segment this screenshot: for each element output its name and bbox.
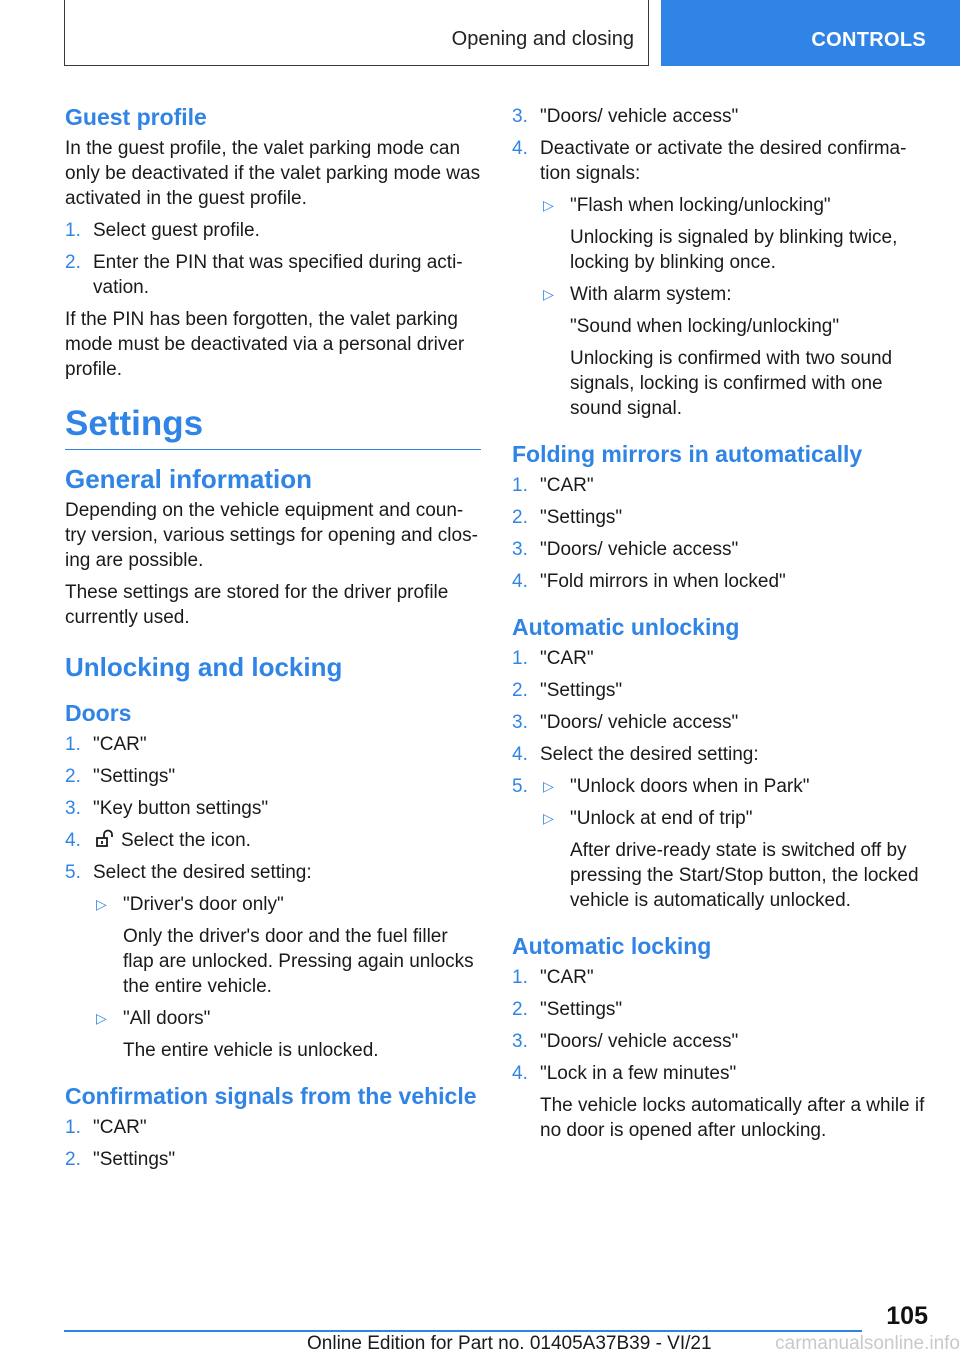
list-item: 3. "Doors/ vehicle access" [512,1031,739,1052]
list-item: 3. "Doors/ vehicle access" [512,106,739,127]
list-item: 4. Select the desired setting: [512,744,759,765]
list-item: 1. "CAR" [512,475,594,496]
general-information-p1: Depending on the vehicle equipment and coun-try version, various settings for opening and clos-ing are possible. [65,500,478,571]
page-number: 105 [886,1302,928,1330]
list-item: 3. "Doors/ vehicle access" [512,712,739,733]
bullet-triangle-icon: ▷ [543,810,554,826]
list-item: 4. "Lock in a few minutes" The vehicle locks automatically after a while if no door is opened after unlocking. [512,1063,925,1141]
list-item: 2. "Settings" [65,766,176,787]
automatic-locking-heading: Automatic locking [512,933,712,959]
bullet-item: ▷ "Driver's door only" Only the driver's door and the fuel filler flap are unlocked. Pressing again unlocks the entire vehicle. [96,894,474,997]
list-item: 1. Select guest profile. [65,220,260,241]
automatic-unlocking-steps [512,646,928,913]
confirmation-signals-heading: Confirmation signals from the vehicle [65,1083,477,1109]
doors-steps [65,732,481,1063]
bullet-triangle-icon: ▷ [543,286,554,302]
bullet-triangle-icon: ▷ [543,197,554,213]
doors-heading: Doors [65,700,132,726]
footer-divider [64,1330,862,1332]
unlock-icon [95,829,115,849]
settings-heading: Settings [65,402,481,450]
watermark: carmanualsonline.info [775,1333,960,1354]
list-item: 5. Select the desired setting: ▷ "Driver's door only" Only the driver's door and the fuel filler flap are unlocked. Pressing again unlocks the entire vehicle. ▷ "All doors" The entire vehicle is unlocked. [65,860,481,1063]
list-item: 1. "CAR" [512,648,594,669]
list-item: 1. "CAR" [65,1117,147,1138]
right-column [512,104,928,1150]
guest-profile-heading: Guest profile [65,104,207,130]
bullet-item: ▷ "Unlock doors when in Park" [543,776,810,797]
header-chapter-title: CONTROLS [811,29,926,51]
automatic-unlocking-options [540,774,928,913]
confirmation-steps-continued [512,104,928,421]
folding-mirrors-heading: Folding mirrors in automatically [512,441,863,467]
confirmation-options [540,193,928,421]
list-item: 2. "Settings" [512,999,623,1020]
automatic-locking-steps [512,965,928,1143]
left-column [65,100,481,1179]
unlocking-locking-heading: Unlocking and locking [65,652,343,682]
bullet-item: ▷ With alarm system: "Sound when locking/unlocking" Unlocking is confirmed with two sound signals, locking is confirmed with one sound signal. [543,284,893,419]
header-section-box [64,0,649,66]
automatic-unlocking-heading: Automatic unlocking [512,614,740,640]
list-item: 4. "Fold mirrors in when locked" [512,571,786,592]
confirmation-steps [65,1115,481,1172]
bullet-triangle-icon: ▷ [96,1010,107,1026]
general-information-p2: These settings are stored for the driver profile currently used. [65,582,449,628]
list-item: 2. "Settings" [512,680,623,701]
list-item: 4. Select the icon. [65,830,251,851]
bullet-item: ▷ "Flash when locking/unlocking" Unlocking is signaled by blinking twice, locking by blinking once. [543,195,898,273]
guest-profile-steps [65,218,481,300]
list-item: 1. "CAR" [512,967,594,988]
list-item: 4. Deactivate or activate the desired confirma-tion signals: ▷ "Flash when locking/unlocking" Unlocking is signaled by blinking twice, locking by blinking once. ▷ With alarm system: "Sound when locking/unlocking" Unlocking is confirmed with two sound signals, locking is confirmed with one sound signal. [512,136,928,421]
list-item: 3. "Key button settings" [65,798,269,819]
doors-options [93,892,481,1063]
guest-profile-intro: In the guest profile, the valet parking mode can only be deactivated if the valet parking mode was activated in the guest profile. [65,138,481,209]
header-chapter-box [661,0,960,66]
list-item: 1. "CAR" [65,734,147,755]
bullet-triangle-icon: ▷ [96,896,107,912]
guest-profile-note: If the PIN has been forgotten, the valet parking mode must be deactivated via a personal driver profile. [65,309,465,380]
general-information-heading: General information [65,464,313,494]
bullet-item: ▷ "Unlock at end of trip" After drive-ready state is switched off by pressing the Start/Stop button, the locked vehicle is automatically unlocked. [543,808,919,911]
list-item: 5. ▷ "Unlock doors when in Park" ▷ "Unlock at end of trip" After drive-ready state is switched off by pressing the Start/Stop button, the locked vehicle is automatically unlocked. [512,774,928,913]
list-item: 2. "Settings" [512,507,623,528]
header-section-title: Opening and closing [451,28,634,50]
list-item: 2. "Settings" [65,1149,176,1170]
bullet-item: ▷ "All doors" The entire vehicle is unlocked. [96,1008,379,1061]
list-item: 2. Enter the PIN that was specified during acti-vation. [65,252,463,298]
folding-steps [512,473,928,594]
footer-edition: Online Edition for Part no. 01405A37B39 - VI/21 [307,1333,712,1354]
list-item: 3. "Doors/ vehicle access" [512,539,739,560]
bullet-triangle-icon: ▷ [543,778,554,794]
